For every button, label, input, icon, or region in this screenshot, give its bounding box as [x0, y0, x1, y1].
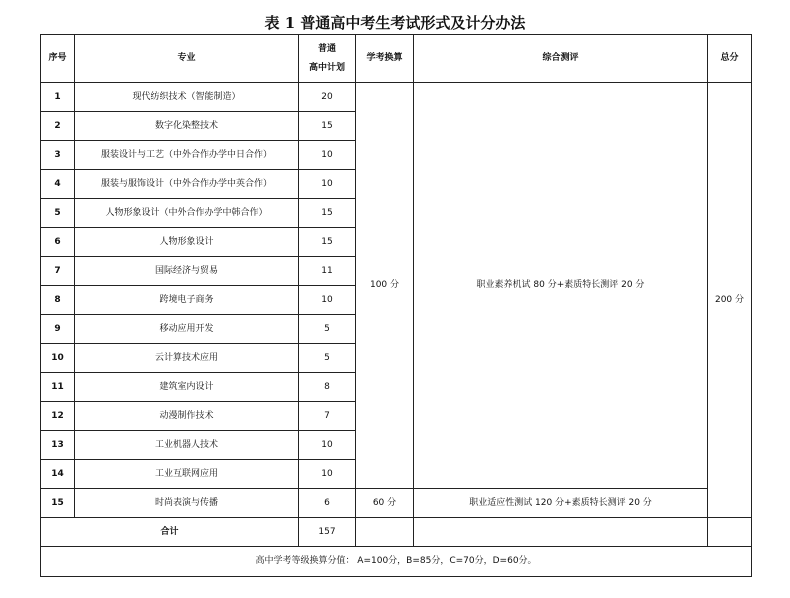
row-index: 10: [41, 344, 75, 373]
row-major: 动漫制作技术: [75, 402, 299, 431]
row-index: 14: [41, 460, 75, 489]
header-plan-line2: 高中计划: [308, 62, 345, 73]
summary-empty-total: [708, 518, 752, 547]
row-plan: 5: [299, 344, 356, 373]
header-total: 总分: [708, 35, 752, 83]
row-index: 12: [41, 402, 75, 431]
row-plan: 7: [299, 402, 356, 431]
row-major: 工业机器人技术: [75, 431, 299, 460]
grade-conversion-note: 高中学考等级换算分值： A=100分，B=85分，C=70分，D=60分。: [41, 547, 752, 577]
row-major: 移动应用开发: [75, 315, 299, 344]
row-plan: 6: [299, 489, 356, 518]
row-plan: 15: [299, 199, 356, 228]
row-plan: 15: [299, 228, 356, 257]
row-major: 云计算技术应用: [75, 344, 299, 373]
summary-plan-total: 157: [299, 518, 356, 547]
row-index: 1: [41, 83, 75, 112]
total-score: 200 分: [708, 83, 752, 518]
header-plan-line1: 普通: [317, 43, 336, 54]
row-index: 4: [41, 170, 75, 199]
row-plan: 8: [299, 373, 356, 402]
row-index: 15: [41, 489, 75, 518]
row-index: 6: [41, 228, 75, 257]
header-major: 专业: [75, 35, 299, 83]
row-index: 3: [41, 141, 75, 170]
table-row: [41, 489, 752, 518]
row-major: 人物形象设计（中外合作办学中韩合作）: [75, 199, 299, 228]
row-index: 5: [41, 199, 75, 228]
row-major: 服装设计与工艺（中外合作办学中日合作）: [75, 141, 299, 170]
summary-empty-comprehensive: [414, 518, 708, 547]
row-major: 跨境电子商务: [75, 286, 299, 315]
row-index: 8: [41, 286, 75, 315]
row-plan: 5: [299, 315, 356, 344]
comprehensive-score-group1: 职业素养机试 80 分+素质特长测评 20 分: [414, 83, 708, 489]
row-index: 13: [41, 431, 75, 460]
header-index: 序号: [41, 35, 75, 83]
row-major: 时尚表演与传播: [75, 489, 299, 518]
comprehensive-score-group2: 职业适应性测试 120 分+素质特长测评 20 分: [414, 489, 708, 518]
header-plan: [299, 35, 356, 83]
row-index: 2: [41, 112, 75, 141]
header-academic: 学考换算: [356, 35, 414, 83]
summary-row: [41, 518, 752, 547]
note-row: [41, 547, 752, 577]
row-plan: 10: [299, 170, 356, 199]
row-plan: 11: [299, 257, 356, 286]
row-major: 建筑室内设计: [75, 373, 299, 402]
header-row: [41, 35, 752, 83]
summary-empty-academic: [356, 518, 414, 547]
row-major: 数字化染整技术: [75, 112, 299, 141]
academic-score-group2: 60 分: [356, 489, 414, 518]
row-plan: 15: [299, 112, 356, 141]
row-plan: 20: [299, 83, 356, 112]
row-index: 7: [41, 257, 75, 286]
row-plan: 10: [299, 431, 356, 460]
table-title: 表 1 普通高中考生考试形式及计分办法: [264, 14, 526, 32]
row-index: 11: [41, 373, 75, 402]
summary-label: 合计: [41, 518, 299, 547]
row-plan: 10: [299, 286, 356, 315]
row-major: 人物形象设计: [75, 228, 299, 257]
row-plan: 10: [299, 141, 356, 170]
row-major: 现代纺织技术（智能制造）: [75, 83, 299, 112]
header-comprehensive: 综合测评: [414, 35, 708, 83]
table-row: [41, 83, 752, 112]
row-plan: 10: [299, 460, 356, 489]
row-major: 国际经济与贸易: [75, 257, 299, 286]
exam-scoring-table: [40, 34, 752, 577]
row-index: 9: [41, 315, 75, 344]
academic-score-group1: 100 分: [356, 83, 414, 489]
row-major: 服装与服饰设计（中外合作办学中英合作）: [75, 170, 299, 199]
row-major: 工业互联网应用: [75, 460, 299, 489]
